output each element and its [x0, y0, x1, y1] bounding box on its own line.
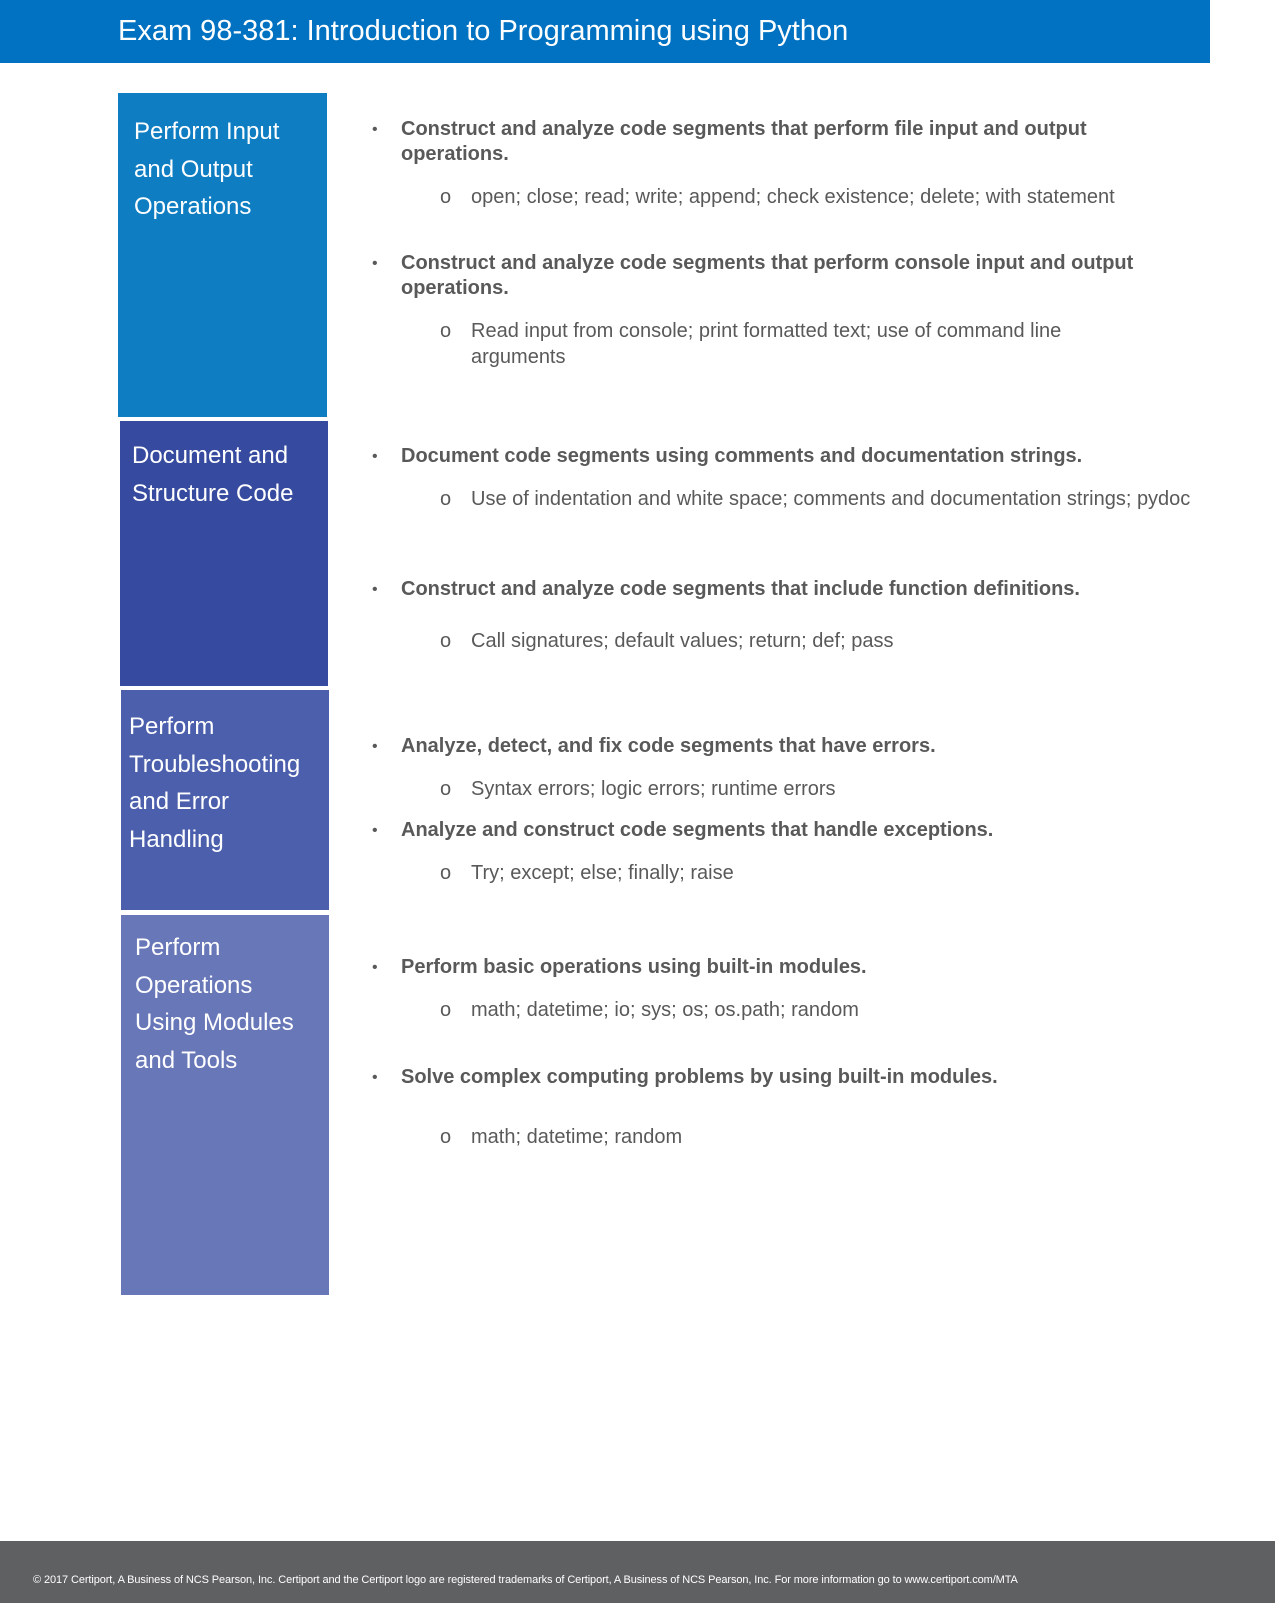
sub-bullet-icon: o	[440, 488, 452, 510]
objective-details: Read input from console; print formatted text; use of command line arguments	[471, 320, 1062, 368]
objective-title: Construct and analyze code segments that perform file input and output operations.	[401, 118, 1087, 165]
section-block-input-output	[118, 93, 327, 417]
bullet-icon: •	[372, 822, 378, 839]
sub-bullet-icon: o	[440, 320, 452, 342]
objective-details: Use of indentation and white space; comments and documentation strings; pydoc	[471, 488, 1191, 510]
bullet-icon: •	[372, 1069, 378, 1086]
section-label: Perform Troubleshooting and Error Handling	[129, 713, 301, 853]
header-bar	[0, 0, 1210, 63]
section-label: Document and Structure Code	[132, 442, 294, 507]
sub-bullet-icon: o	[440, 1126, 452, 1148]
sub-bullet-icon: o	[440, 630, 452, 652]
objective-details: Syntax errors; logic errors; runtime errors	[471, 778, 836, 800]
objective-details: math; datetime; random	[471, 1126, 683, 1148]
section-block-document-structure	[120, 421, 328, 686]
bullet-icon: •	[372, 448, 378, 465]
objective-title: Perform basic operations using built-in modules.	[401, 956, 867, 978]
objective-title: Document code segments using comments and documentation strings.	[401, 445, 1083, 467]
objective-title: Analyze and construct code segments that handle exceptions.	[401, 819, 994, 841]
page-title: Exam 98-381: Introduction to Programming using Python	[118, 15, 849, 47]
sub-bullet-icon: o	[440, 862, 452, 884]
objective-title: Analyze, detect, and fix code segments that have errors.	[401, 735, 936, 757]
section-block-troubleshooting	[121, 690, 329, 910]
objective-title: Construct and analyze code segments that perform console input and output operations.	[401, 252, 1134, 299]
objective-details: Try; except; else; finally; raise	[471, 862, 734, 884]
objective-details: math; datetime; io; sys; os; os.path; random	[471, 999, 859, 1021]
sub-bullet-icon: o	[440, 999, 452, 1021]
section-block-modules-tools	[121, 915, 329, 1295]
footer-bar	[0, 1541, 1275, 1603]
bullet-icon: •	[372, 581, 378, 598]
bullet-icon: •	[372, 738, 378, 755]
bullet-icon: •	[372, 121, 378, 138]
sub-bullet-icon: o	[440, 186, 452, 208]
section-label: Perform Input and Output Operations	[134, 118, 280, 220]
objective-details: Call signatures; default values; return; def; pass	[471, 630, 894, 652]
objective-title: Construct and analyze code segments that include function definitions.	[401, 578, 1080, 600]
section-label: Perform Operations Using Modules and Tools	[135, 934, 294, 1074]
objective-title: Solve complex computing problems by using built-in modules.	[401, 1066, 998, 1088]
sub-bullet-icon: o	[440, 778, 452, 800]
bullet-icon: •	[372, 255, 378, 272]
bullet-icon: •	[372, 959, 378, 976]
objective-details: open; close; read; write; append; check existence; delete; with statement	[471, 186, 1115, 208]
footer-copyright: © 2017 Certiport, A Business of NCS Pearson, Inc. Certiport and the Certiport logo are registered trademarks of Certiport, A Business of NCS Pearson, Inc. For more information go to www.certiport.com/MTA	[33, 1574, 1018, 1586]
